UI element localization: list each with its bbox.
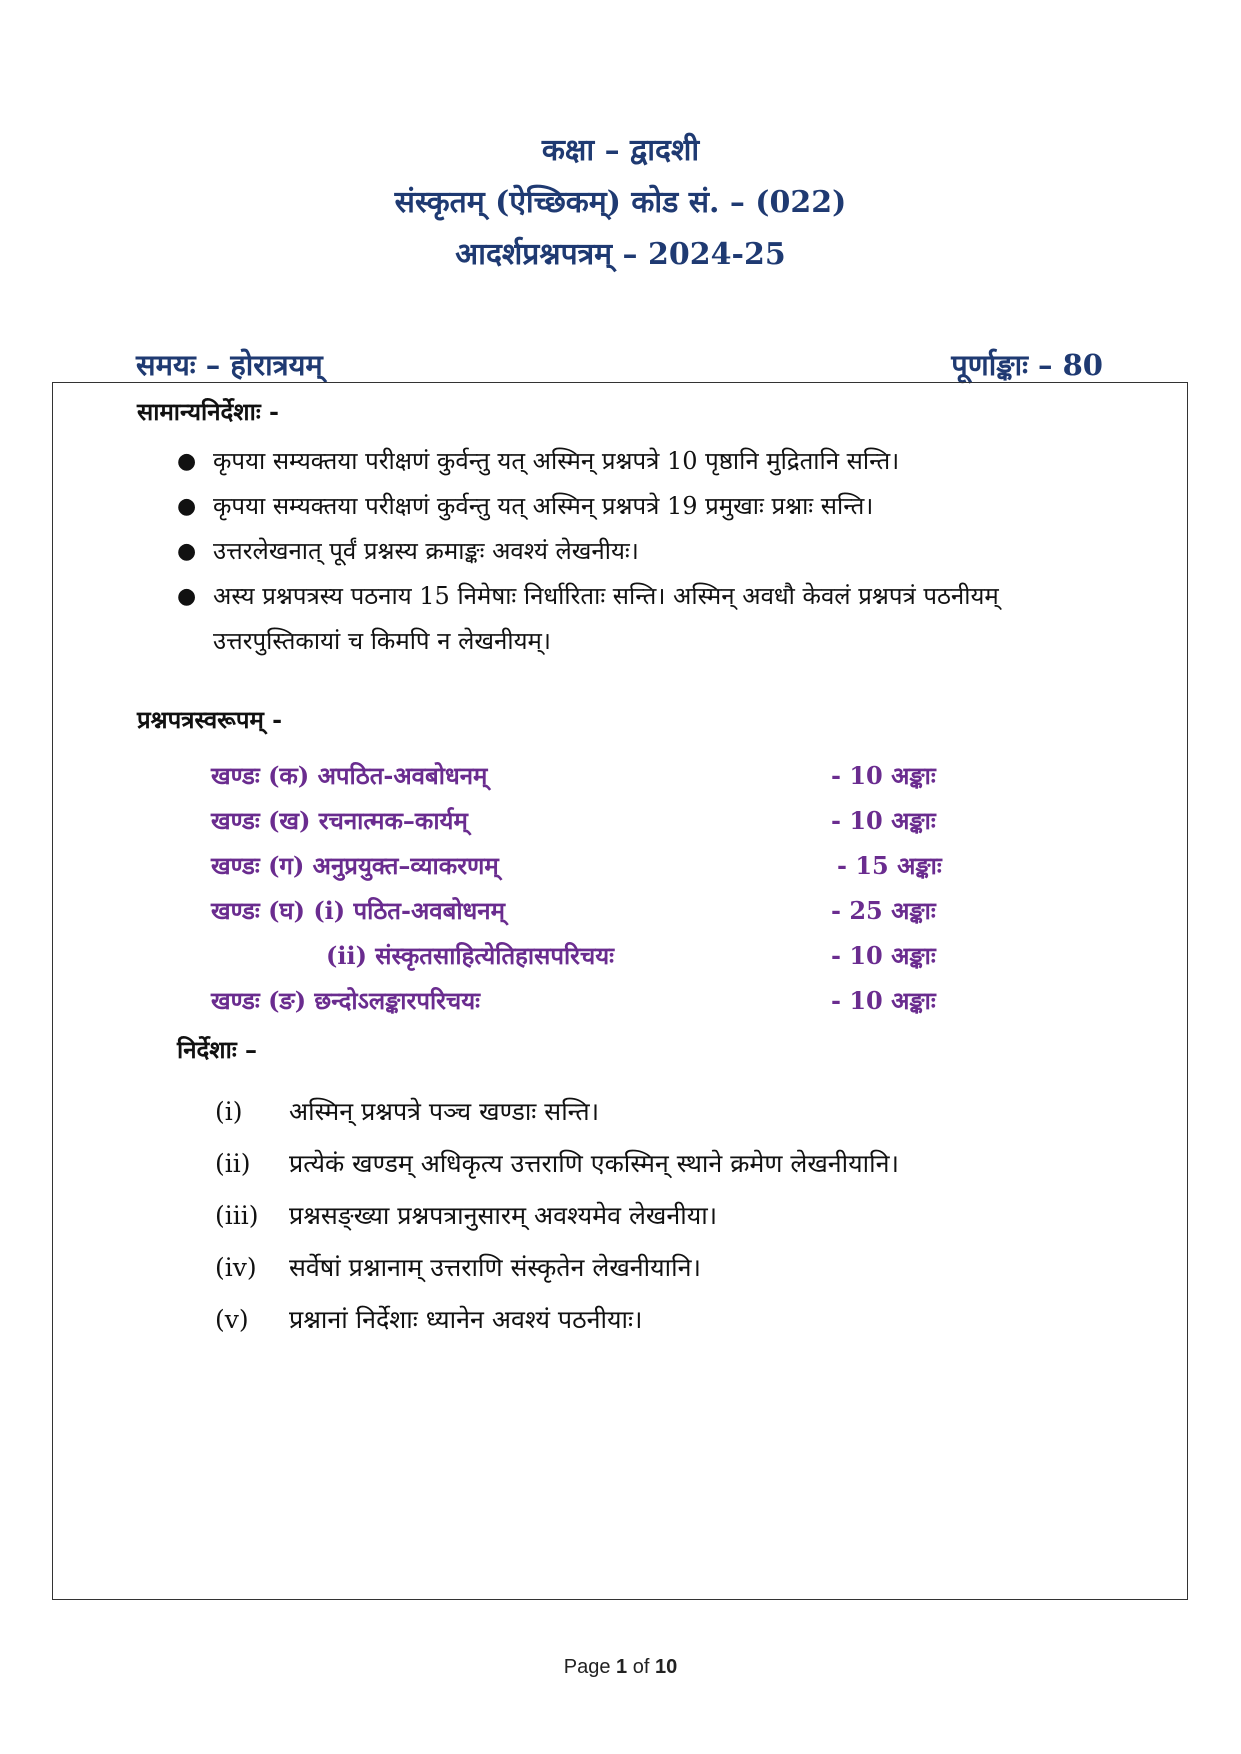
section-row [211, 888, 1011, 933]
section-name: खण्डः (ग) अनुप्रयुक्त–व्याकरणम् [211, 851, 499, 880]
directions-title: निर्देशाः – [177, 1035, 258, 1064]
direction-text: अस्मिन् प्रश्नपत्रे पञ्च खण्डाः सन्ति। [289, 1097, 600, 1126]
section-name: खण्डः (ङ) छन्दोऽलङ्कारपरिचयः [211, 986, 481, 1015]
general-instructions-list [173, 439, 1133, 664]
direction-text: प्रश्नानां निर्देशाः ध्यानेन अवश्यं पठनीयाः। [289, 1305, 643, 1334]
section-row [211, 798, 1011, 843]
bullet-icon: ● [177, 584, 197, 609]
section-marks: - 10 अङ्काः [831, 761, 936, 790]
directions-list [215, 1086, 1115, 1346]
section-row [211, 753, 1011, 798]
section-marks: - 15 अङ्काः [837, 851, 942, 880]
direction-number: (ii) [215, 1149, 251, 1178]
page-footer [0, 1656, 1241, 1679]
section-row [211, 933, 1011, 978]
maximum-marks: पूर्णाङ्काः – 80 [951, 348, 1103, 382]
page-word: Page [563, 1656, 611, 1678]
bullet-icon: ● [177, 494, 197, 519]
section-name: (ii) संस्कृतसाहित्येतिहासपरिचयः [326, 941, 615, 970]
direction-text: प्रश्नसङ्ख्या प्रश्नपत्रानुसारम् अवश्यमेव लेखनीया। [289, 1201, 718, 1230]
list-item: ● कृपया सम्यक्तया परीक्षणं कुर्वन्तु यत् अस्मिन् प्रश्नपत्रे 10 पृष्ठानि मुद्रितानि सन्ति। [173, 439, 1133, 484]
section-name: खण्डः (क) अपठित-अवबोधनम् [211, 761, 488, 790]
paper-format-title: प्रश्नपत्रस्वरूपम् - [137, 705, 283, 734]
direction-row [215, 1138, 1115, 1190]
direction-row [215, 1294, 1115, 1346]
bullet-icon: ● [177, 539, 197, 564]
time-allowed: समयः – होरात्रयम् [136, 348, 323, 382]
section-name: खण्डः (घ) (i) पठित-अवबोधनम् [211, 896, 505, 925]
section-marks: - 25 अङ्काः [831, 896, 936, 925]
section-row [211, 843, 1011, 888]
list-item: ● कृपया सम्यक्तया परीक्षणं कुर्वन्तु यत् अस्मिन् प्रश्नपत्रे 19 प्रमुखाः प्रश्नाः सन्ति। [173, 484, 1133, 529]
document-header [0, 125, 1241, 281]
of-word: of [632, 1656, 650, 1678]
section-row [211, 978, 1011, 1023]
direction-row [215, 1190, 1115, 1242]
direction-text: सर्वेषां प्रश्नानाम् उत्तराणि संस्कृतेन लेखनीयानि। [289, 1253, 701, 1282]
direction-number: (iv) [215, 1253, 257, 1282]
list-item: ● उत्तरलेखनात् पूर्वं प्रश्नस्य क्रमाङ्कः अवश्यं लेखनीयः। [173, 529, 1133, 574]
bullet-icon: ● [177, 449, 197, 474]
section-marks: - 10 अङ्काः [831, 941, 936, 970]
section-marks: - 10 अङ्काः [831, 986, 936, 1015]
section-marks: - 10 अङ्काः [831, 806, 936, 835]
direction-row [215, 1242, 1115, 1294]
direction-row [215, 1086, 1115, 1138]
section-name: खण्डः (ख) रचनात्मक–कार्यम् [211, 806, 468, 835]
subject-title: संस्कृतम् (ऐच्छिकम्) कोड सं. – (022) [394, 185, 847, 220]
paper-sections-list [211, 753, 1011, 1023]
direction-number: (i) [215, 1097, 243, 1126]
page-number: 1 [616, 1656, 628, 1678]
class-title: कक्षा – द्वादशी [541, 133, 700, 168]
instructions-box [52, 382, 1188, 1600]
page-total: 10 [654, 1656, 678, 1678]
general-instructions-title: सामान्यनिर्देशाः - [137, 397, 279, 426]
list-item: ● अस्य प्रश्नपत्रस्य पठनाय 15 निमेषाः निर्धारिताः सन्ति। अस्मिन् अवधौ केवलं प्रश्नपत्रं पठनीयम् उत्तरपुस्तिकायां च किमपि न लेखनीयम्। [173, 574, 1133, 664]
direction-number: (v) [215, 1305, 249, 1334]
direction-text: प्रत्येकं खण्डम् अधिकृत्य उत्तराणि एकस्मिन् स्थाने क्रमेण लेखनीयानि। [289, 1149, 899, 1178]
paper-title: आदर्शप्रश्नपत्रम् – 2024-25 [455, 237, 786, 272]
direction-number: (iii) [215, 1201, 259, 1230]
